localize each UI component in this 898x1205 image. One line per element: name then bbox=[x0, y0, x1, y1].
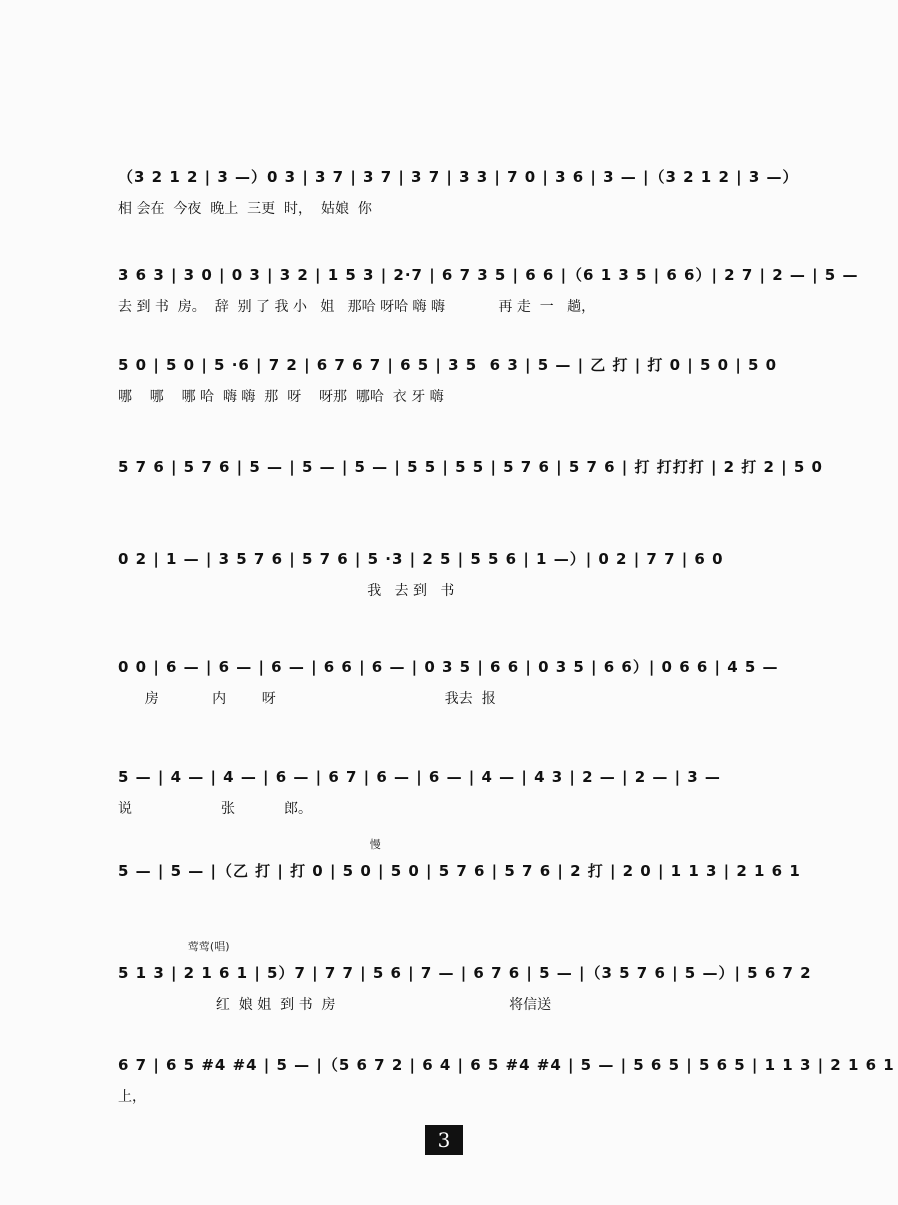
lyrics-line: 去 到 书 房。 辞 别 了 我 小 姐 那哈 呀哈 嗨 嗨 再 走 一 趟， bbox=[118, 299, 596, 315]
lyrics-line: 房 内 呀 我去 报 bbox=[118, 691, 496, 707]
system-marks bbox=[118, 522, 790, 544]
jianpu-notes: 5 — | 4 — | 4 — | 6 — | 6 7 | 6 — | 6 — | 4 — | 4 3 | 2 — | 2 — | 3 — bbox=[118, 768, 721, 786]
lyrics-line: 哪 哪 哪 哈 嗨 嗨 那 呀 呀那 哪哈 衣 牙 嗨 bbox=[118, 389, 444, 405]
jianpu-notes: 6 7 | 6 5 #4 #4 | 5 — |（5 6 7 2 | 6 4 | 6 5 #4 #4 | 5 — | 5 6 5 | 5 6 5 | 1 1 3 | 2 1 6 1 bbox=[118, 1056, 895, 1074]
system-marks: 慢 bbox=[118, 838, 381, 851]
lyrics-line bbox=[118, 488, 790, 510]
system-marks bbox=[118, 740, 790, 762]
system-marks bbox=[118, 630, 790, 652]
jianpu-notes: 0 2 | 1 — | 3 5 7 6 | 5 7 6 | 5 ·3 | 2 5 | 5 5 6 | 1 —）| 0 2 | 7 7 | 6 0 bbox=[118, 550, 724, 568]
jianpu-notes: 5 7 6 | 5 7 6 | 5 — | 5 — | 5 — | 5 5 | 5 5 | 5 7 6 | 5 7 6 | 打 打打打 | 2 打 2 | 5 0 bbox=[118, 458, 823, 476]
jianpu-notes: 5 1 3 | 2 1 6 1 | 5）7 | 7 7 | 5 6 | 7 — | 6 7 6 | 5 — |（3 5 7 6 | 5 —）| 5 6 7 2 bbox=[118, 964, 812, 982]
jianpu-notes: （3 2 1 2 | 3 —）0 3 | 3 7 | 3 7 | 3 7 | 3 3 | 7 0 | 3 6 | 3 — |（3 2 1 2 | 3 —） bbox=[118, 168, 799, 186]
lyrics-line: 我 去 到 书 bbox=[118, 583, 455, 599]
system-marks bbox=[118, 238, 790, 260]
jianpu-notes: 3 6 3 | 3 0 | 0 3 | 3 2 | 1 5 3 | 2·7 | 6 7 3 5 | 6 6 |（6 1 3 5 | 6 6）| 2 7 | 2 — | 5 — bbox=[118, 266, 859, 284]
lyrics-line: 说 张 郎。 bbox=[118, 801, 312, 817]
system-marks bbox=[118, 430, 790, 452]
jianpu-notes: 0 0 | 6 — | 6 — | 6 — | 6 6 | 6 — | 0 3 5 | 6 6 | 0 3 5 | 6 6）| 0 6 6 | 4 5 — bbox=[118, 658, 779, 676]
system-marks bbox=[118, 328, 790, 350]
jianpu-notes: 5 0 | 5 0 | 5 ·6 | 7 2 | 6 7 6 7 | 6 5 | 3 5 6 3 | 5 — | 乙 打 | 打 0 | 5 0 | 5 0 bbox=[118, 356, 778, 374]
lyrics-line: 上， bbox=[118, 1089, 146, 1105]
page-number: 3 bbox=[425, 1125, 463, 1155]
lyrics-line: 相 会在 今夜 晚上 三更 时， 姑娘 你 bbox=[118, 201, 372, 217]
system-marks bbox=[118, 1028, 790, 1050]
system-marks: 莺莺(唱) bbox=[118, 940, 230, 953]
system-marks bbox=[118, 140, 790, 162]
lyrics-line bbox=[118, 892, 790, 914]
jianpu-notes: 5 — | 5 — |（乙 打 | 打 0 | 5 0 | 5 0 | 5 7 6 | 5 7 6 | 2 打 | 2 0 | 1 1 3 | 2 1 6 1 bbox=[118, 862, 801, 880]
lyrics-line: 红 娘 姐 到 书 房 将信送 bbox=[118, 997, 552, 1013]
